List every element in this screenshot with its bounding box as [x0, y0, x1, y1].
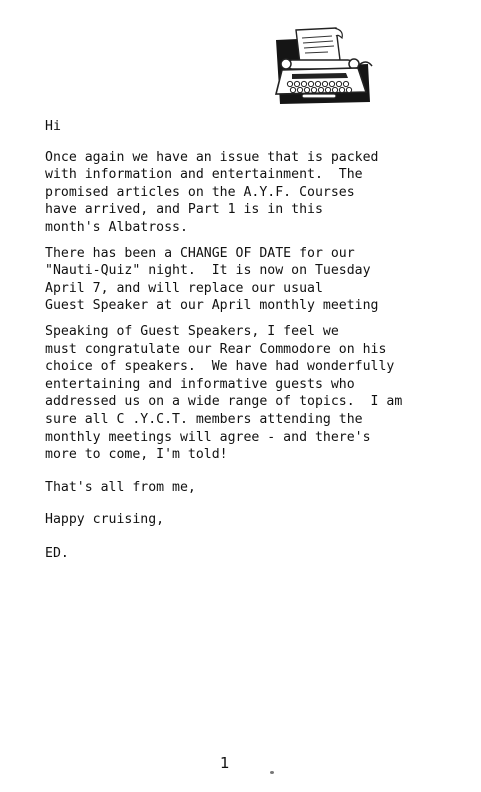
text-line: with information and entertainment. The [45, 167, 363, 183]
text-line: "Nauti-Quiz" night. It is now on Tuesday [45, 263, 371, 279]
typewriter-icon [262, 26, 374, 108]
paragraph-change-of-date [45, 245, 455, 315]
closing-line: That's all from me, [45, 479, 196, 495]
page-number: 1 [220, 754, 230, 772]
salutation: Hi [45, 119, 61, 134]
text-line: choice of speakers. We have had wonderfully [45, 359, 395, 375]
signature: ED. [45, 545, 69, 561]
text-line: Speaking of Guest Speakers, I feel we [45, 323, 339, 339]
text-line: There has been a CHANGE OF DATE for our [45, 245, 355, 261]
text-line: sure all C .Y.C.T. members attending the [45, 411, 363, 427]
text-line: monthly meetings will agree - and there's [45, 429, 371, 445]
scan-speck [270, 771, 274, 774]
closing-line: Happy cruising, [45, 512, 165, 528]
text-line: more to come, I'm told! [45, 447, 228, 463]
text-line: have arrived, and Part 1 is in this [45, 202, 323, 218]
text-line: month's Albatross. [45, 219, 188, 235]
text-line: promised articles on the A.Y.F. Courses [45, 184, 355, 200]
text-line: entertaining and informative guests who [45, 376, 355, 392]
letter-body [45, 118, 455, 562]
text-line: April 7, and will replace our usual [45, 280, 323, 296]
text-line: Guest Speaker at our April monthly meeting [45, 298, 379, 314]
paragraph-guest-speakers [45, 323, 455, 464]
text-line: must congratulate our Rear Commodore on his [45, 341, 387, 357]
text-line: addressed us on a wide range of topics. I am [45, 394, 403, 410]
paragraph-issue-contents [45, 149, 455, 237]
text-line: Once again we have an issue that is packed [45, 149, 379, 165]
